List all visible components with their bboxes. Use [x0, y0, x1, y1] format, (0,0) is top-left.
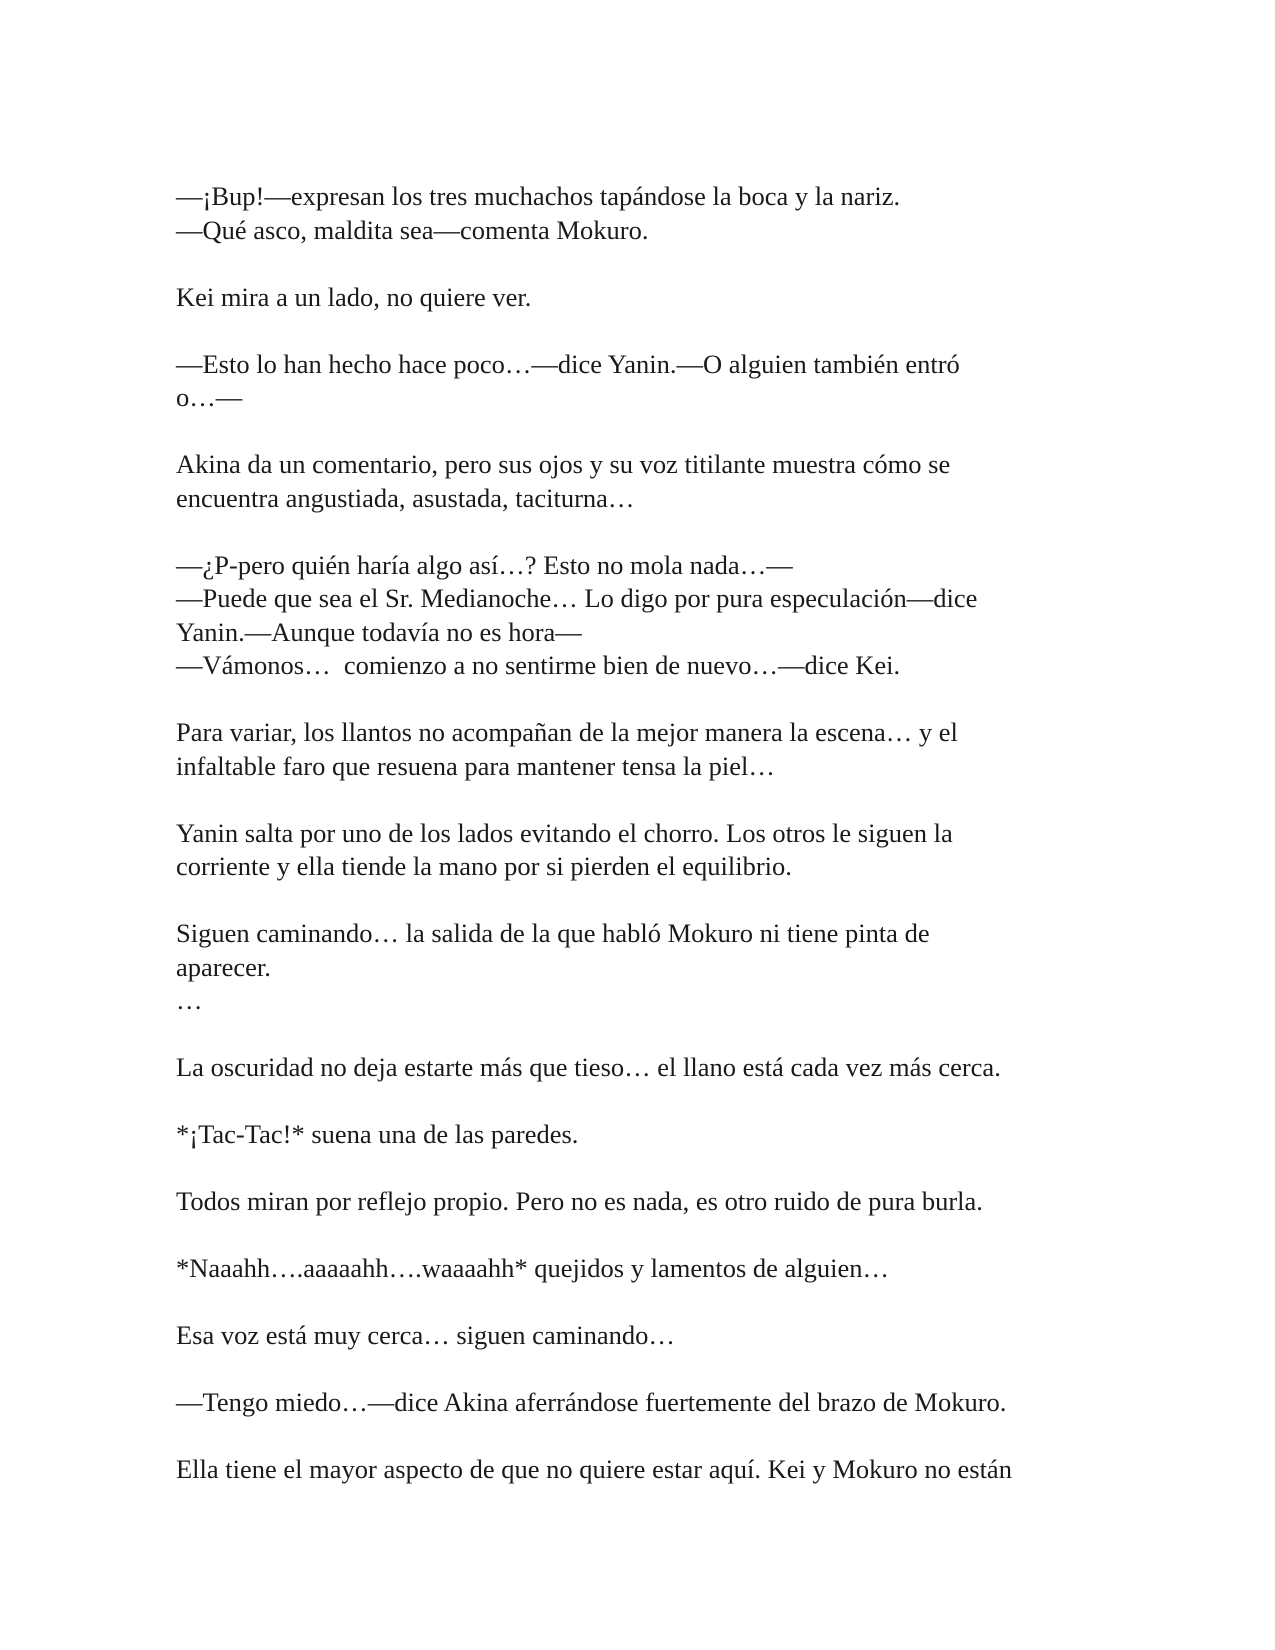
text-line: Yanin.—Aunque todavía no es hora—	[176, 616, 582, 647]
paragraph-gap	[176, 1420, 1116, 1454]
text-line: —Puede que sea el Sr. Medianoche… Lo digo por pura especulación—dice	[176, 583, 978, 613]
text-line: corriente y ella tiende la mano por si pierden el equilibrio.	[176, 851, 792, 881]
text-line: …	[176, 985, 203, 1015]
text-line: —Qué asco, maldita sea—comenta Mokuro.	[176, 214, 649, 245]
text-line: Siguen caminando… la salida de la que habló Mokuro ni tiene pinta de	[176, 918, 930, 948]
paragraph-gap	[176, 314, 1116, 348]
paragraph-gap	[176, 884, 1116, 918]
text-line: —Vámonos… comienzo a no sentirme bien de nuevo…—dice Kei.	[176, 650, 901, 680]
text-line: Esa voz está muy cerca… siguen caminando…	[176, 1320, 675, 1350]
paragraph-gap	[176, 1152, 1116, 1186]
text-line: Kei mira a un lado, no quiere ver.	[176, 281, 532, 312]
text-line: —¿P-pero quién haría algo así…? Esto no mola nada…—	[176, 549, 793, 580]
paragraph-gap	[176, 1219, 1116, 1253]
text-line: encuentra angustiada, asustada, taciturna…	[176, 482, 635, 513]
text-line: *¡Tac-Tac!* suena una de las paredes.	[176, 1119, 579, 1149]
text-line: La oscuridad no deja estarte más que tieso… el llano está cada vez más cerca.	[176, 1052, 1001, 1082]
text-line: Yanin salta por uno de los lados evitando el chorro. Los otros le siguen la	[176, 817, 953, 848]
paragraph-gap	[176, 415, 1116, 449]
paragraph-gap	[176, 1018, 1116, 1052]
body-text	[176, 180, 1116, 1487]
text-line: infaltable faro que resuena para mantener tensa la piel…	[176, 750, 775, 781]
paragraph-gap	[176, 247, 1116, 281]
text-line: Para variar, los llantos no acompañan de la mejor manera la escena… y el	[176, 717, 958, 747]
text-line: o…—	[176, 382, 243, 412]
text-line: —¡Bup!—expresan los tres muchachos tapándose la boca y la nariz.	[176, 181, 901, 211]
text-line: —Esto lo han hecho hace poco…—dice Yanin.—O alguien también entró	[176, 348, 960, 379]
paragraph-gap	[176, 1353, 1116, 1387]
text-line: Akina da un comentario, pero sus ojos y su voz titilante muestra cómo se	[176, 449, 951, 479]
paragraph-gap	[176, 783, 1116, 817]
text-line: Todos miran por reflejo propio. Pero no es nada, es otro ruido de pura burla.	[176, 1186, 983, 1216]
text-line: *Naaahh….aaaaahh….waaaahh* quejidos y lamentos de alguien…	[176, 1253, 890, 1283]
paragraph-gap	[176, 683, 1116, 717]
paragraph-gap	[176, 1085, 1116, 1119]
paragraph-gap	[176, 1286, 1116, 1320]
text-line: Ella tiene el mayor aspecto de que no quiere estar aquí. Kei y Mokuro no están	[176, 1454, 1012, 1484]
paragraph-gap	[176, 515, 1116, 549]
text-line: —Tengo miedo…—dice Akina aferrándose fuertemente del brazo de Mokuro.	[176, 1387, 1007, 1417]
text-line: aparecer.	[176, 951, 271, 982]
